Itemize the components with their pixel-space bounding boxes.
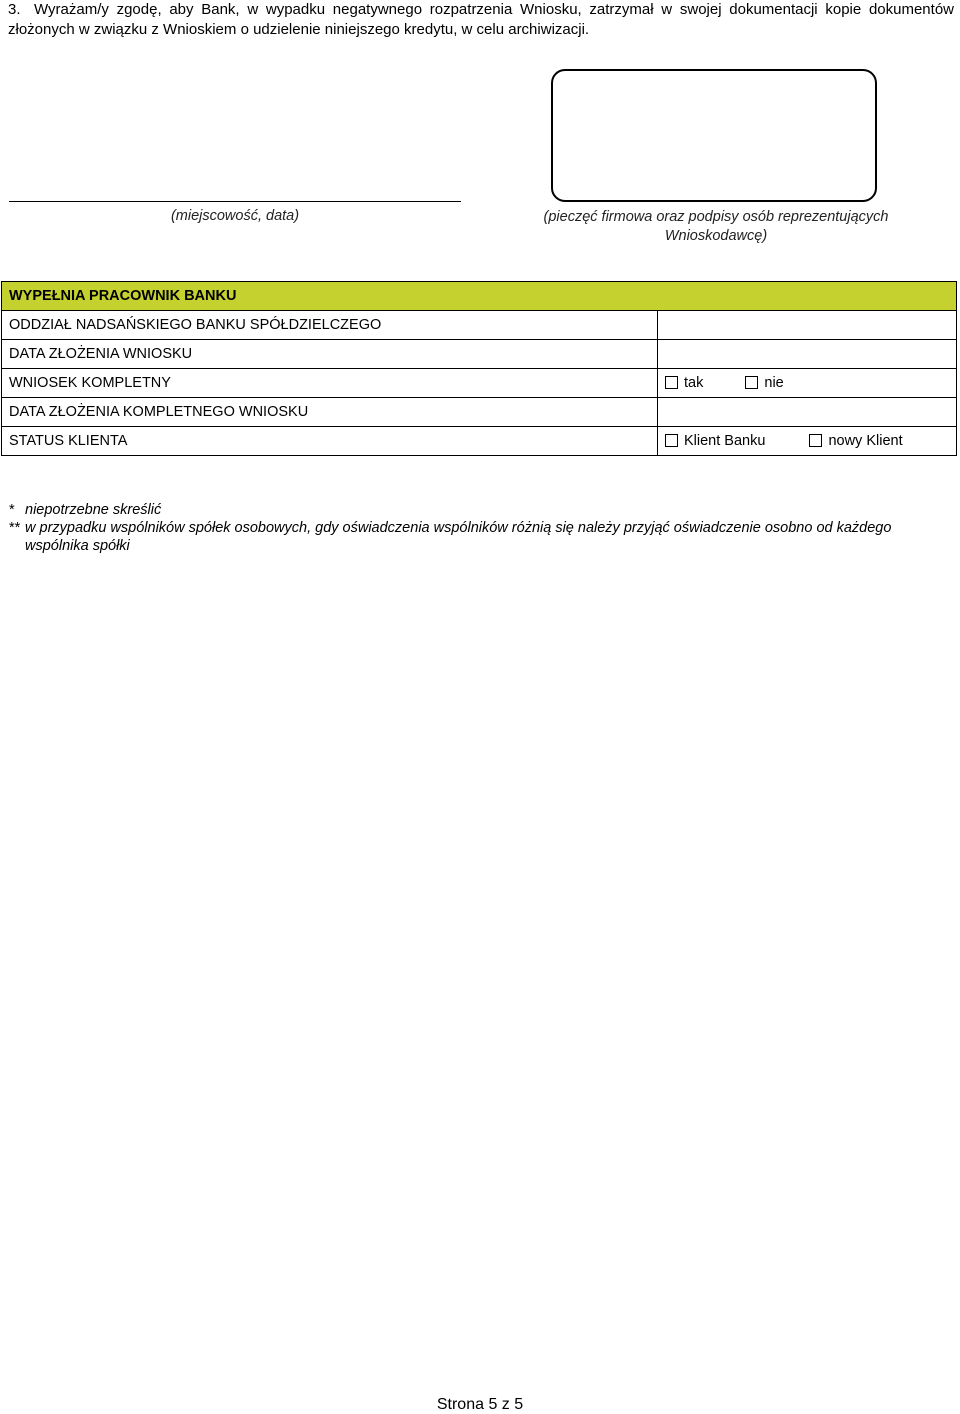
application-complete-label: WNIOSEK KOMPLETNY [2,369,658,398]
branch-field[interactable] [658,311,957,340]
client-status-label: STATUS KLIENTA [2,427,658,456]
stamp-signature-box[interactable] [551,69,877,202]
bank-table-header-row [2,282,957,311]
checkbox-no[interactable] [745,376,758,389]
footnote-2-mark: ** [9,520,21,536]
branch-label: ODDZIAŁ NADSAŃSKIEGO BANKU SPÓŁDZIELCZEGO [2,311,658,340]
option-new-client[interactable] [809,433,902,449]
table-row [2,369,957,398]
checkbox-new-client[interactable] [809,434,822,447]
bank-section-header: WYPEŁNIA PRACOWNIK BANKU [2,282,957,311]
consent-text-line2: złożonych w związku z Wnioskiem o udzielenie niniejszego kredytu, w celu archiwizacji. [8,21,590,38]
submission-date-field[interactable] [658,340,957,369]
table-row [2,311,957,340]
footnote-1 [9,501,939,519]
option-existing-client-label: Klient Banku [684,433,766,449]
place-date-caption: (miejscowość, data) [170,208,300,224]
table-row [2,398,957,427]
option-no[interactable] [745,375,783,391]
client-status-options [658,427,957,456]
footnote-1-mark: * [9,502,15,518]
checkbox-existing-client[interactable] [665,434,678,447]
footnote-1-text: niepotrzebne skreślić [25,502,162,518]
table-row [2,340,957,369]
footnotes [9,501,939,555]
application-complete-options [658,369,957,398]
option-yes[interactable] [665,375,703,391]
option-yes-label: tak [684,375,704,391]
complete-date-label: DATA ZŁOŻENIA KOMPLETNEGO WNIOSKU [2,398,658,427]
complete-date-field[interactable] [658,398,957,427]
checkbox-yes[interactable] [665,376,678,389]
table-row [2,427,957,456]
footnote-2 [9,519,939,555]
option-new-client-label: nowy Klient [828,433,903,449]
footnote-2-text: w przypadku wspólników spółek osobowych, gdy oświadczenia wspólników różnią się należy przyjąć oświadczenie osobno od każdego wspólnika spółki [25,520,892,554]
consent-text-line1: Wyrażam/y zgodę, aby Bank, w wypadku negatywnego rozpatrzenia Wniosku, zatrzymał w swojej dokumentacji kopie dokumentów [34,1,954,18]
consent-clause [8,0,954,40]
option-existing-client[interactable] [665,433,765,449]
submission-date-label: DATA ZŁOŻENIA WNIOSKU [2,340,658,369]
clause-number: 3. [8,1,21,18]
option-no-label: nie [764,375,784,391]
place-date-line[interactable] [9,201,461,202]
page-number: Strona 5 z 5 [436,1396,524,1413]
bank-employee-table [1,281,957,456]
stamp-caption: (pieczęć firmowa oraz podpisy osób reprezentujących Wnioskodawcę) [543,209,889,244]
